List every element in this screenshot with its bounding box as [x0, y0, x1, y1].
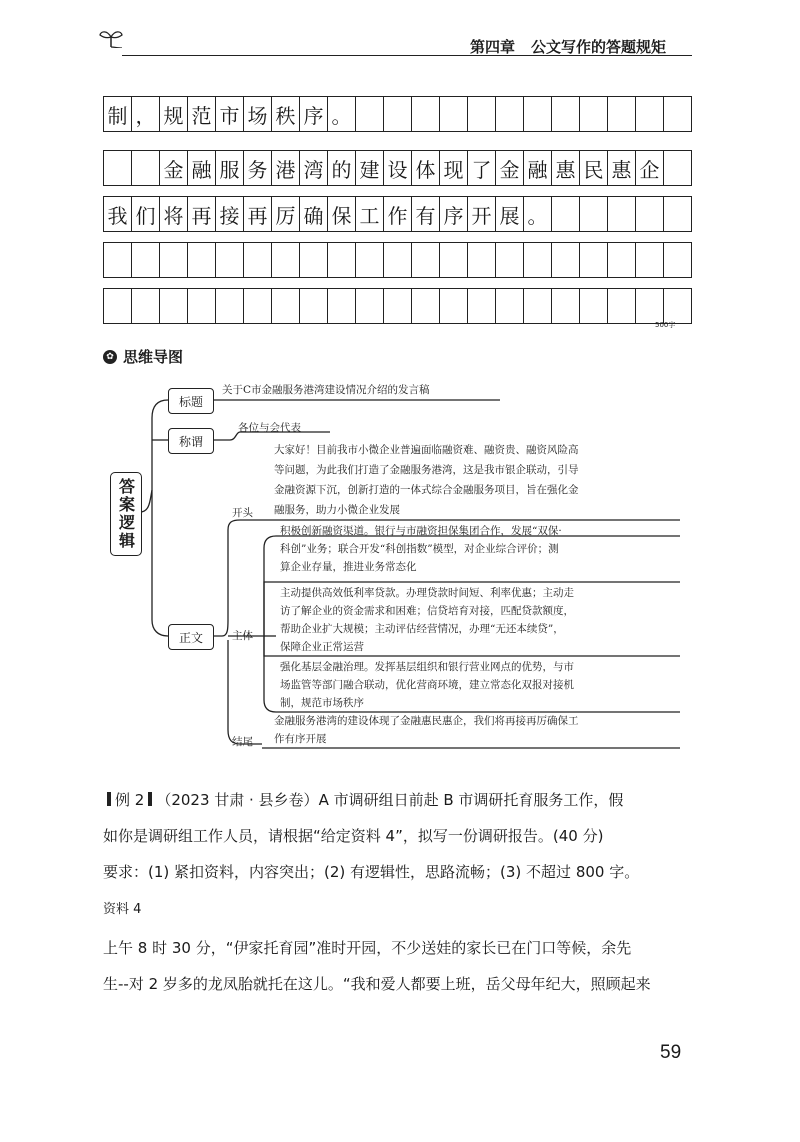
grid-cell: 确 — [300, 197, 328, 231]
grid-cell: 的 — [328, 151, 356, 185]
opening-line: 等问题，为此我们打造了金融服务港湾，这是我市银企联动，引导 — [274, 464, 579, 476]
mindmap-icon: ✿ — [103, 350, 117, 364]
grid-cell: 序 — [300, 97, 328, 131]
grid-cell: 保 — [328, 197, 356, 231]
main-point-line: 访了解企业的资金需求和困难；信贷培育对接，匹配贷款额度， — [280, 605, 574, 617]
material-line-1: 上午 8 时 30 分，“伊家托育园”准时开园，不少送娃的家长已在门口等候，余先 — [103, 939, 632, 957]
example-marker-left — [107, 792, 111, 806]
mindmap-root: 答案逻辑 — [110, 472, 142, 556]
mindmap-main-point-2 — [280, 584, 574, 656]
grid-cell: 规 — [160, 97, 188, 131]
main-point-line: 帮助企业扩大规模；主动评估经营情况，办理“无还本续贷”， — [280, 623, 564, 635]
grid-count-note: 500字 — [655, 321, 676, 329]
grid-cell: 再 — [188, 197, 216, 231]
grid-cell: 作 — [384, 197, 412, 231]
ending-line: 金融服务港湾的建设体现了金融惠民惠企，我们将再接再厉确保工 — [274, 715, 579, 727]
grid-cell: 有 — [412, 197, 440, 231]
example-source: （2023 甘肃 · 县乡卷） — [156, 791, 319, 809]
mindmap-main-label: 主体 — [232, 630, 253, 642]
page-number: 59 — [660, 1042, 682, 1063]
mindmap-node-body: 正文 — [168, 624, 214, 650]
mindmap-opening-text — [274, 440, 579, 520]
grid-cell: 开 — [468, 197, 496, 231]
example-requirements: 要求：(1) 紧扣资料，内容突出；(2) 有逻辑性，思路流畅；(3) 不超过 800 字。 — [103, 863, 640, 881]
grid-cell: 民 — [580, 151, 608, 185]
grid-cell: 融 — [188, 151, 216, 185]
grid-cell: 序 — [440, 197, 468, 231]
mindmap-node-title: 标题 — [168, 388, 214, 414]
grid-cell: 设 — [384, 151, 412, 185]
opening-line: 融服务，助力小微企业发展 — [274, 504, 400, 516]
grid-cell: 了 — [468, 151, 496, 185]
grid-cell: 企 — [636, 151, 664, 185]
main-point-line: 强化基层金融治理。发挥基层组织和银行营业网点的优势，与市 — [280, 661, 574, 673]
grid-cell: 金 — [496, 151, 524, 185]
main-point-line: 主动提供高效低利率贷款。办理贷款时间短、利率优惠；主动走 — [280, 587, 574, 599]
example-line-2: 如你是调研组工作人员，请根据“给定资料 4”，拟写一份调研报告。(40 分) — [103, 827, 604, 845]
mindmap-ending-label: 结尾 — [232, 736, 253, 748]
material-title: 资料 4 — [103, 902, 142, 917]
mindmap-salutation-text: 各位与会代表 — [238, 422, 301, 434]
chapter-number: 第四章 — [470, 38, 516, 56]
grid-cell: ， — [132, 97, 160, 131]
mindmap-node-salutation: 称谓 — [168, 428, 214, 454]
grid-cell: 港 — [272, 151, 300, 185]
grid-cell: 场 — [244, 97, 272, 131]
grid-cell: 们 — [132, 197, 160, 231]
grid-cell: 惠 — [552, 151, 580, 185]
main-point-line: 场监管等部门融合联动，优化营商环境，建立常态化双报对接机 — [280, 679, 574, 691]
grid-cell: 厉 — [272, 197, 300, 231]
grid-cell: 惠 — [608, 151, 636, 185]
grid-cell: 。 — [524, 197, 552, 231]
grid-cell: 将 — [160, 197, 188, 231]
example-label: 例 2 — [115, 791, 145, 809]
main-point-line: 保障企业正常运营 — [280, 641, 364, 653]
mindmap-heading-text: 思维导图 — [123, 348, 184, 366]
grid-cell: 建 — [356, 151, 384, 185]
grid-cell: 范 — [188, 97, 216, 131]
grid-cell: 。 — [328, 97, 356, 131]
ending-line: 作有序开展 — [274, 733, 327, 745]
mindmap-ending-text — [274, 712, 579, 748]
grid-cell: 务 — [244, 151, 272, 185]
grid-cell: 制 — [104, 97, 132, 131]
mindmap-main-point-3 — [280, 658, 574, 712]
grid-cell: 服 — [216, 151, 244, 185]
grid-cell: 金 — [160, 151, 188, 185]
example-line-1 — [103, 790, 703, 810]
chapter-title: 公文写作的答题规矩 — [531, 38, 667, 56]
grid-cell: 现 — [440, 151, 468, 185]
mindmap-opening-label: 开头 — [232, 507, 253, 519]
grid-cell: 融 — [524, 151, 552, 185]
grid-cell: 工 — [356, 197, 384, 231]
grid-cell: 体 — [412, 151, 440, 185]
grid-cell: 市 — [216, 97, 244, 131]
main-point-line: 科创”业务；联合开发“科创指数”模型，对企业综合评价；测 — [280, 543, 559, 555]
mindmap-title-text: 关于C市金融服务港湾建设情况介绍的发言稿 — [222, 384, 430, 396]
grid-cell: 接 — [216, 197, 244, 231]
main-point-line: 积极创新融资渠道。银行与市融资担保集团合作，发展“双保· — [280, 525, 562, 537]
grid-cell: 秩 — [272, 97, 300, 131]
grid-cell: 我 — [104, 197, 132, 231]
opening-line: 金融资源下沉，创新打造的一体式综合金融服务项目，旨在强化金 — [274, 484, 579, 496]
example-intro: A 市调研组日前赴 B 市调研托育服务工作，假 — [318, 791, 624, 809]
grid-cell: 湾 — [300, 151, 328, 185]
main-point-line: 算企业存量，推进业务常态化 — [280, 561, 417, 573]
grid-cell: 再 — [244, 197, 272, 231]
grid-cell: 展 — [496, 197, 524, 231]
material-line-2: 生--对 2 岁多的龙凤胎就托在这儿。“我和爱人都要上班，岳父母年纪大，照顾起来 — [103, 975, 651, 993]
mindmap-main-point-1 — [280, 522, 562, 576]
example-marker-right — [148, 792, 152, 806]
opening-line: 大家好！目前我市小微企业普遍面临融资难、融资贵、融资风险高 — [274, 444, 579, 456]
main-point-line: 制，规范市场秩序 — [280, 697, 364, 709]
